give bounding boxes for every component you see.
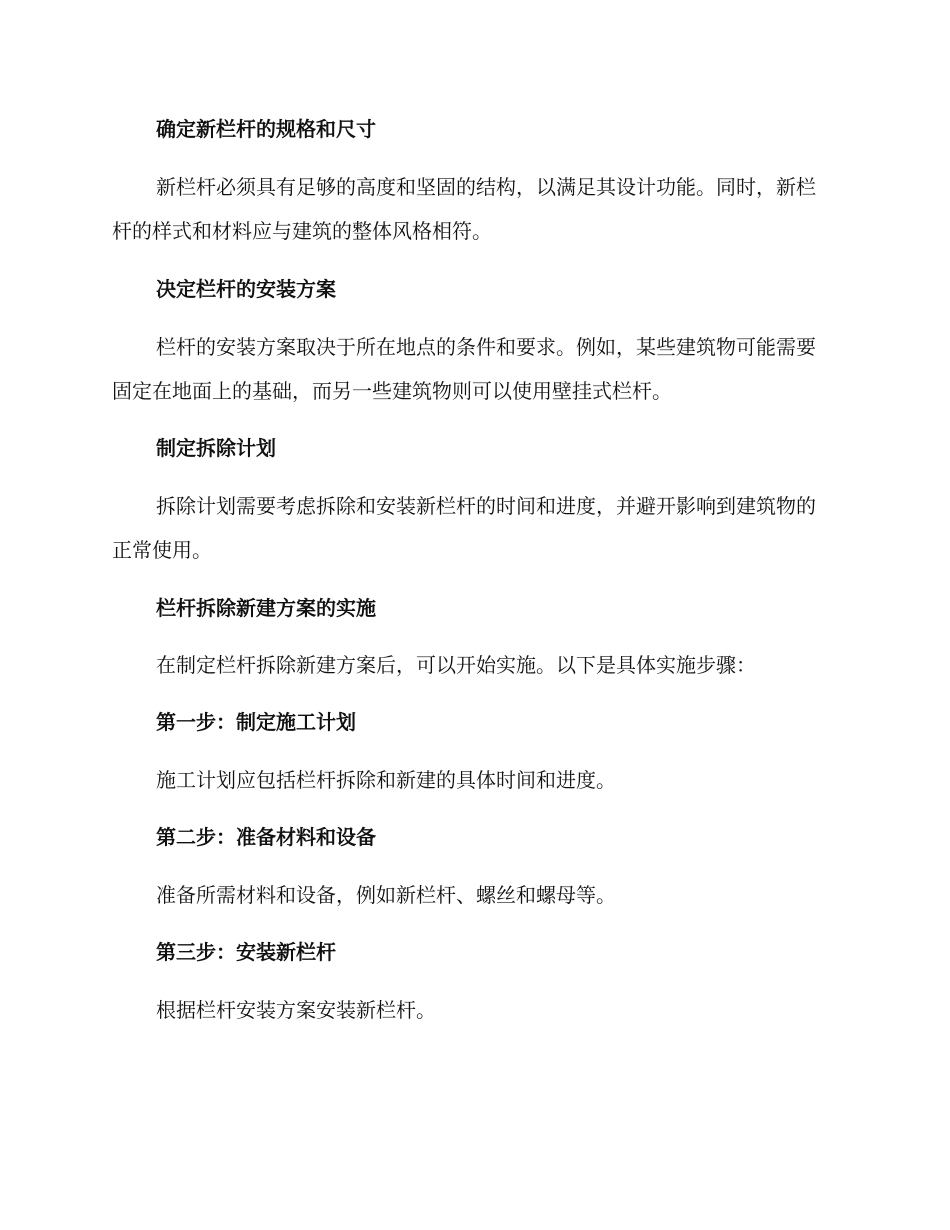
step-paragraph: 施工计划应包括栏杆拆除和新建的具体时间和进度。 xyxy=(156,768,616,792)
step-heading: 第三步：安装新栏杆 xyxy=(156,940,336,964)
section-heading: 确定新栏杆的规格和尺寸 xyxy=(156,117,376,141)
section-paragraph: 拆除计划需要考虑拆除和安装新栏杆的时间和进度，并避开影响到建筑物的正常使用。 xyxy=(112,494,816,562)
section-paragraph: 栏杆的安装方案取决于所在地点的条件和要求。例如，某些建筑物可能需要固定在地面上的基础，而另一些建筑物则可以使用壁挂式栏杆。 xyxy=(112,335,816,403)
step-paragraph: 根据栏杆安装方案安装新栏杆。 xyxy=(156,998,436,1022)
section-heading: 决定栏杆的安装方案 xyxy=(156,277,336,301)
section-heading: 制定拆除计划 xyxy=(156,436,276,460)
step-heading: 第二步：准备材料和设备 xyxy=(156,825,376,849)
section-heading: 栏杆拆除新建方案的实施 xyxy=(156,596,376,620)
section-paragraph: 新栏杆必须具有足够的高度和坚固的结构，以满足其设计功能。同时，新栏杆的样式和材料应与建筑的整体风格相符。 xyxy=(112,175,816,243)
step-heading: 第一步：制定施工计划 xyxy=(156,710,356,734)
section-paragraph: 在制定栏杆拆除新建方案后，可以开始实施。以下是具体实施步骤： xyxy=(156,653,756,677)
step-paragraph: 准备所需材料和设备，例如新栏杆、螺丝和螺母等。 xyxy=(156,883,616,907)
